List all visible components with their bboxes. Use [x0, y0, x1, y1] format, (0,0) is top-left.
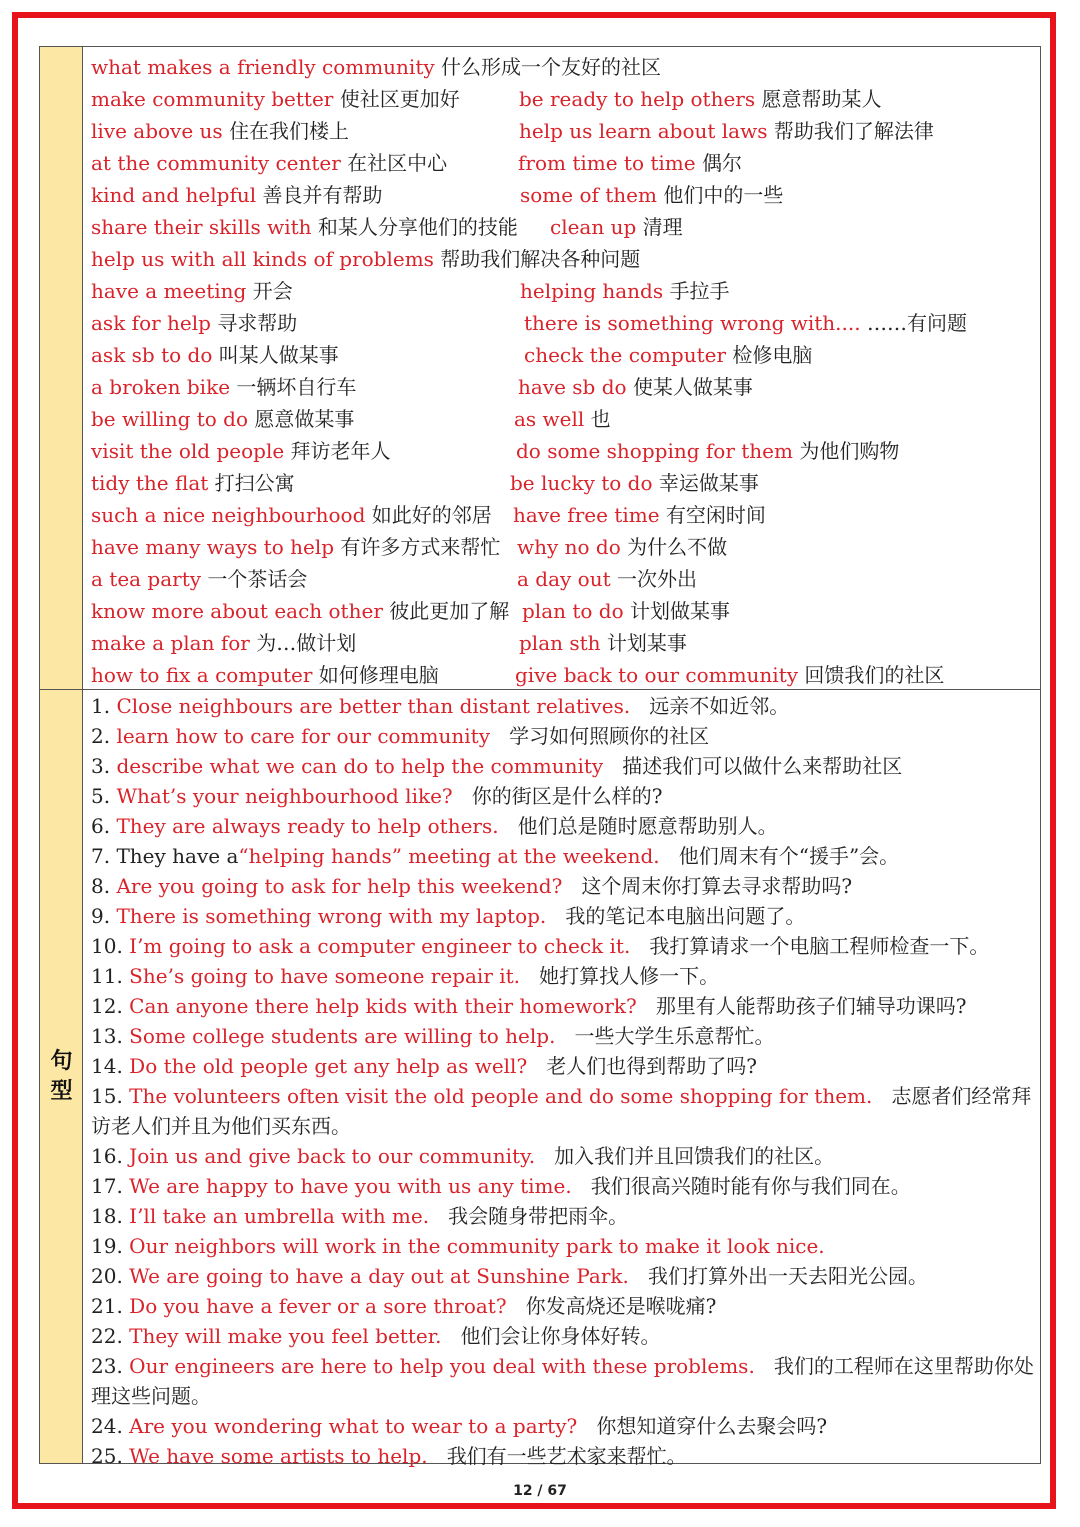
- sentence-english: learn how to care for our community: [116, 724, 490, 748]
- phrase-row: [91, 467, 1035, 499]
- sentence-chinese: 这个周末你打算去寻求帮助吗?: [581, 874, 853, 898]
- sentence-english: We are happy to have you with us any time.: [129, 1174, 572, 1198]
- sentence-number: 23.: [91, 1354, 123, 1378]
- phrase-row: [91, 435, 1035, 467]
- phrase-chinese: 计划某事: [606, 631, 687, 655]
- sentence-chinese: 我们的工程师在这里帮助你处理这些问题。: [91, 1354, 1034, 1408]
- phrase-english: ask sb to do: [91, 343, 213, 367]
- sentence-number: 18.: [91, 1204, 123, 1228]
- phrase-english: at the community center: [91, 151, 341, 175]
- phrase-item: [91, 211, 518, 243]
- sentence-chinese: 你发高烧还是喉咙痛?: [525, 1294, 717, 1318]
- phrase-chinese: 帮助我们解决各种问题: [440, 247, 641, 271]
- sentence-chinese: 那里有人能帮助孩子们辅导功课吗?: [655, 994, 967, 1018]
- sentence-number: 16.: [91, 1144, 123, 1168]
- phrase-row: [91, 531, 1035, 563]
- phrase-item: [514, 403, 611, 435]
- sentence-item: [91, 991, 1035, 1021]
- sentence-item: [91, 931, 1035, 961]
- sentence-chinese: 学习如何照顾你的社区: [509, 724, 710, 748]
- phrase-chinese: 回馈我们的社区: [804, 663, 945, 687]
- sentence-english: Some college students are willing to help.: [129, 1024, 556, 1048]
- phrase-item: [513, 499, 766, 531]
- phrase-item: [91, 275, 293, 307]
- phrase-chinese: 清理: [642, 215, 683, 239]
- phrase-item: [524, 307, 967, 339]
- phrase-english: plan sth: [519, 631, 601, 655]
- sentence-item: [91, 691, 1035, 721]
- phrase-row: [91, 627, 1035, 659]
- sentence-number: 25.: [91, 1444, 123, 1468]
- phrase-item: [91, 435, 391, 467]
- phrase-english: there is something wrong with....: [524, 311, 861, 335]
- sentence-chinese: 我们有一些艺术家来帮忙。: [446, 1444, 687, 1468]
- phrase-item: [91, 83, 460, 115]
- sentence-item: [91, 1291, 1035, 1321]
- phrase-item: [91, 179, 382, 211]
- sentence-chinese: 加入我们并且回馈我们的社区。: [554, 1144, 835, 1168]
- sentence-number: 11.: [91, 964, 123, 988]
- phrase-chinese: 幸运做某事: [658, 471, 759, 495]
- sentence-number: 5.: [91, 784, 111, 808]
- sentence-english: We are going to have a day out at Sunshine Park.: [129, 1264, 629, 1288]
- phrase-item: [519, 115, 934, 147]
- phrase-item: [91, 403, 354, 435]
- phrase-chinese: 检修电脑: [732, 343, 813, 367]
- sentence-item: [91, 811, 1035, 841]
- phrase-english: make a plan for: [91, 631, 250, 655]
- phrase-item: [517, 531, 727, 563]
- phrase-chinese: 一辆坏自行车: [236, 375, 357, 399]
- phrase-english: ask for help: [91, 311, 211, 335]
- phrase-chinese: 如何修理电脑: [318, 663, 439, 687]
- phrase-row: [91, 243, 1035, 275]
- sentence-chinese: 我会随身带把雨伞。: [448, 1204, 629, 1228]
- phrase-english: from time to time: [518, 151, 696, 175]
- sentence-item: [91, 1231, 1035, 1261]
- sentence-item: [91, 1171, 1035, 1201]
- phrase-item: [519, 83, 881, 115]
- phrase-chinese: 为什么不做: [627, 535, 728, 559]
- phrase-english: as well: [514, 407, 585, 431]
- sentence-number: 12.: [91, 994, 123, 1018]
- sentence-number: 6.: [91, 814, 111, 838]
- phrase-item: [520, 275, 729, 307]
- sentence-number: 20.: [91, 1264, 123, 1288]
- phrase-english: plan to do: [522, 599, 624, 623]
- phrase-row: [91, 51, 1035, 83]
- phrase-item: [91, 115, 349, 147]
- phrase-english: have free time: [513, 503, 660, 527]
- phrase-row: [91, 659, 1035, 691]
- sentence-english: Close neighbours are better than distant relatives.: [116, 694, 631, 718]
- sentence-item: [91, 721, 1035, 751]
- sentence-number: 1.: [91, 694, 111, 718]
- sentence-english: What’s your neighbourhood like?: [116, 784, 453, 808]
- phrase-item: [91, 51, 661, 83]
- sentence-english: I’ll take an umbrella with me.: [129, 1204, 430, 1228]
- phrase-chinese: 寻求帮助: [217, 311, 298, 335]
- sentence-english: Are you going to ask for help this weekend?: [116, 874, 563, 898]
- phrase-english: visit the old people: [91, 439, 285, 463]
- sentence-english: There is something wrong with my laptop.: [116, 904, 547, 928]
- sentence-number: 2.: [91, 724, 111, 748]
- sentence-list: [91, 691, 1035, 1471]
- phrase-chinese: 使社区更加好: [339, 87, 460, 111]
- phrase-item: [550, 211, 683, 243]
- page-number: 12 / 67: [513, 1483, 567, 1499]
- phrase-english: do some shopping for them: [516, 439, 793, 463]
- phrase-item: [91, 467, 295, 499]
- sentence-number: 21.: [91, 1294, 123, 1318]
- sentence-english: Join us and give back to our community.: [129, 1144, 536, 1168]
- sentence-item: [91, 1441, 1035, 1471]
- sentence-item: [91, 1081, 1035, 1141]
- sentence-number: 24.: [91, 1414, 123, 1438]
- phrase-chinese: 也: [590, 407, 611, 431]
- sentence-item: [91, 1351, 1035, 1411]
- phrase-chinese: 彼此更加了解: [389, 599, 510, 623]
- sentence-english: They are always ready to help others.: [116, 814, 499, 838]
- sentence-item: [91, 1411, 1035, 1441]
- phrase-item: [517, 563, 697, 595]
- sentence-item: [91, 1051, 1035, 1081]
- sentence-chinese: 我打算请求一个电脑工程师检查一下。: [649, 934, 990, 958]
- phrase-row: [91, 499, 1035, 531]
- sentence-chinese: 老人们也得到帮助了吗?: [546, 1054, 757, 1078]
- phrase-english: check the computer: [524, 343, 727, 367]
- sentence-item: [91, 1201, 1035, 1231]
- phrase-english: a day out: [517, 567, 611, 591]
- phrase-english: know more about each other: [91, 599, 383, 623]
- phrase-list: [91, 51, 1035, 691]
- phrase-item: [518, 147, 742, 179]
- phrase-item: [91, 595, 509, 627]
- phrase-item: [91, 339, 339, 371]
- phrase-english: what makes a friendly community: [91, 55, 435, 79]
- phrase-chinese: 打扫公寓: [214, 471, 295, 495]
- sentence-chinese: 远亲不如近邻。: [649, 694, 790, 718]
- phrase-item: [91, 659, 439, 691]
- phrase-item: [518, 371, 753, 403]
- phrase-chinese: 叫某人做某事: [218, 343, 339, 367]
- sentence-number: 13.: [91, 1024, 123, 1048]
- sentence-item: [91, 961, 1035, 991]
- sentence-number: 7.: [91, 844, 111, 868]
- sentence-number: 8.: [91, 874, 111, 898]
- phrase-english: such a nice neighbourhood: [91, 503, 366, 527]
- sentence-english: I’m going to ask a computer engineer to check it.: [129, 934, 631, 958]
- sentence-item: [91, 1321, 1035, 1351]
- phrase-row: [91, 115, 1035, 147]
- phrase-item: [515, 659, 944, 691]
- phrase-english: give back to our community: [515, 663, 799, 687]
- phrase-english: share their skills with: [91, 215, 312, 239]
- sentence-number: 10.: [91, 934, 123, 958]
- phrase-item: [510, 467, 759, 499]
- phrase-english: tidy the flat: [91, 471, 209, 495]
- sentence-number: 9.: [91, 904, 111, 928]
- phrase-chinese: 使某人做某事: [632, 375, 753, 399]
- phrase-item: [91, 307, 297, 339]
- label-column: [40, 47, 83, 1463]
- sentence-item: [91, 871, 1035, 901]
- sentence-english: Our neighbors will work in the community park to make it look nice.: [129, 1234, 825, 1258]
- phrase-row: [91, 179, 1035, 211]
- sentence-item: [91, 1141, 1035, 1171]
- sentence-chinese: 描述我们可以做什么来帮助社区: [622, 754, 903, 778]
- sentence-english: Are you wondering what to wear to a party?: [129, 1414, 578, 1438]
- sentence-chinese: 你的街区是什么样的?: [471, 784, 663, 808]
- sentence-chinese: 你想知道穿什么去聚会吗?: [596, 1414, 828, 1438]
- phrase-chinese: 如此好的邻居: [371, 503, 492, 527]
- sentence-item: [91, 1261, 1035, 1291]
- sentence-english: Our engineers are here to help you deal with these problems.: [129, 1354, 755, 1378]
- phrase-chinese: ……有问题: [866, 311, 967, 335]
- phrase-item: [91, 147, 447, 179]
- sentence-item: [91, 781, 1035, 811]
- phrase-item: [522, 595, 730, 627]
- phrase-english: a tea party: [91, 567, 202, 591]
- phrase-row: [91, 83, 1035, 115]
- phrase-item: [91, 627, 356, 659]
- sentence-chinese: 我们打算外出一天去阳光公园。: [647, 1264, 928, 1288]
- phrase-english: be lucky to do: [510, 471, 653, 495]
- sentence-english: Do you have a fever or a sore throat?: [129, 1294, 507, 1318]
- phrase-english: help us learn about laws: [519, 119, 768, 143]
- phrase-item: [516, 435, 899, 467]
- sentence-english: The volunteers often visit the old people and do some shopping for them.: [129, 1084, 873, 1108]
- phrase-row: [91, 563, 1035, 595]
- phrase-chinese: 愿意做某事: [254, 407, 355, 431]
- phrase-chinese: 愿意帮助某人: [761, 87, 882, 111]
- phrase-chinese: 在社区中心: [347, 151, 448, 175]
- phrase-english: helping hands: [520, 279, 664, 303]
- sentence-prefix: They have a: [116, 844, 239, 868]
- phrase-row: [91, 371, 1035, 403]
- phrase-english: a broken bike: [91, 375, 231, 399]
- phrase-chinese: 善良并有帮助: [262, 183, 383, 207]
- sentence-chinese: 他们会让你身体好转。: [460, 1324, 661, 1348]
- sentence-number: 15.: [91, 1084, 123, 1108]
- phrase-item: [91, 499, 492, 531]
- phrase-chinese: 和某人分享他们的技能: [317, 215, 518, 239]
- phrase-english: help us with all kinds of problems: [91, 247, 434, 271]
- phrase-english: have a meeting: [91, 279, 247, 303]
- sentence-english: She’s going to have someone repair it.: [129, 964, 521, 988]
- sentence-chinese: 她打算找人修一下。: [539, 964, 720, 988]
- phrase-chinese: 为他们购物: [799, 439, 900, 463]
- phrase-english: kind and helpful: [91, 183, 257, 207]
- phrase-row: [91, 275, 1035, 307]
- sentence-number: 22.: [91, 1324, 123, 1348]
- phrase-row: [91, 147, 1035, 179]
- phrase-row: [91, 595, 1035, 627]
- phrase-english: some of them: [520, 183, 657, 207]
- phrase-english: have many ways to help: [91, 535, 335, 559]
- phrase-chinese: 为…做计划: [256, 631, 357, 655]
- phrase-row: [91, 211, 1035, 243]
- sentence-english: describe what we can do to help the community: [116, 754, 604, 778]
- sentence-english: Do the old people get any help as well?: [129, 1054, 528, 1078]
- sentence-chinese: 一些大学生乐意帮忙。: [574, 1024, 775, 1048]
- phrase-item: [91, 371, 356, 403]
- phrase-row: [91, 403, 1035, 435]
- phrase-english: live above us: [91, 119, 223, 143]
- phrase-chinese: 帮助我们了解法律: [773, 119, 934, 143]
- phrase-english: why no do: [517, 535, 621, 559]
- phrase-row: [91, 339, 1035, 371]
- section-label-sentences: 句型: [50, 1049, 73, 1104]
- phrase-item: [524, 339, 812, 371]
- sentence-item: [91, 1021, 1035, 1051]
- phrase-chinese: 拜访老年人: [290, 439, 391, 463]
- phrase-english: how to fix a computer: [91, 663, 313, 687]
- phrase-chinese: 什么形成一个友好的社区: [441, 55, 662, 79]
- phrase-chinese: 手拉手: [669, 279, 730, 303]
- sentence-number: 3.: [91, 754, 111, 778]
- phrase-english: have sb do: [518, 375, 627, 399]
- sentence-chinese: 我的笔记本电脑出问题了。: [565, 904, 806, 928]
- phrase-chinese: 一个茶话会: [207, 567, 308, 591]
- sentence-item: [91, 751, 1035, 781]
- phrase-chinese: 住在我们楼上: [229, 119, 350, 143]
- phrase-english: be willing to do: [91, 407, 249, 431]
- sentence-item: [91, 841, 1035, 871]
- sentence-chinese: 我们很高兴随时能有你与我们同在。: [590, 1174, 911, 1198]
- sentence-english: They will make you feel better.: [129, 1324, 442, 1348]
- sentence-english: Can anyone there help kids with their homework?: [129, 994, 637, 1018]
- phrase-english: make community better: [91, 87, 334, 111]
- phrase-chinese: 他们中的一些: [663, 183, 784, 207]
- phrase-chinese: 有空闲时间: [665, 503, 766, 527]
- phrase-english: clean up: [550, 215, 637, 239]
- phrase-chinese: 一次外出: [616, 567, 697, 591]
- sentence-item: [91, 901, 1035, 931]
- phrase-chinese: 开会: [252, 279, 293, 303]
- sentence-english: “helping hands” meeting at the weekend.: [238, 844, 660, 868]
- phrase-english: be ready to help others: [519, 87, 756, 111]
- phrase-item: [91, 243, 640, 275]
- phrase-chinese: 计划做某事: [630, 599, 730, 623]
- phrase-item: [520, 179, 783, 211]
- phrase-chinese: 有许多方式来帮忙: [340, 535, 501, 559]
- phrase-row: [91, 307, 1035, 339]
- phrase-item: [519, 627, 687, 659]
- sentence-english: We have some artists to help.: [129, 1444, 428, 1468]
- sentence-chinese: 志愿者们经常拜访老人们并且为他们买东西。: [91, 1084, 1032, 1138]
- sentence-number: 17.: [91, 1174, 123, 1198]
- vocab-table: [39, 46, 1041, 1468]
- phrase-item: [91, 563, 307, 595]
- sentence-number: 14.: [91, 1054, 123, 1078]
- sentence-number: 19.: [91, 1234, 123, 1258]
- sentence-chinese: 他们周末有个“援手”会。: [678, 844, 900, 868]
- phrase-chinese: 偶尔: [701, 151, 742, 175]
- sentence-chinese: 他们总是随时愿意帮助别人。: [517, 814, 778, 838]
- phrase-item: [91, 531, 500, 563]
